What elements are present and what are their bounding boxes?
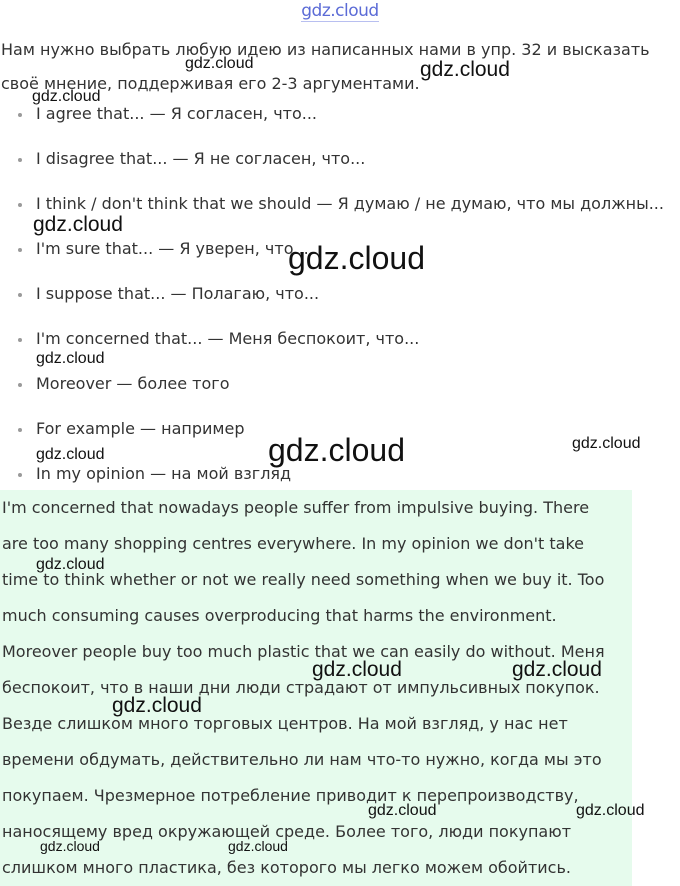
list-item bbox=[0, 233, 664, 278]
list-item bbox=[0, 368, 664, 413]
phrase-list bbox=[0, 98, 664, 503]
watermark: gdz.cloud bbox=[36, 556, 105, 573]
bullet-icon bbox=[18, 293, 22, 297]
watermark: gdz.cloud bbox=[185, 55, 254, 72]
watermark: gdz.cloud bbox=[572, 435, 641, 452]
bullet-icon bbox=[18, 473, 22, 477]
list-item bbox=[0, 188, 664, 233]
list-item bbox=[0, 98, 664, 143]
phrase-text: I disagree that... — Я не согласен, что... bbox=[36, 149, 366, 168]
answer-line: наносящему вред окружающей среде. Более того, люди покупают bbox=[2, 822, 572, 841]
watermark: gdz.cloud bbox=[36, 350, 105, 367]
answer-line: much consuming causes overproducing that harms the environment. bbox=[2, 606, 557, 625]
bullet-icon bbox=[18, 203, 22, 207]
bullet-icon bbox=[18, 338, 22, 342]
answer-line: time to think whether or not we really need something when we buy it. Too bbox=[2, 570, 605, 589]
phrase-text: For example — например bbox=[36, 419, 245, 438]
task-intro bbox=[1, 33, 679, 101]
phrase-text: I suppose that... — Полагаю, что... bbox=[36, 284, 320, 303]
answer-line: слишком много пластика, без которого мы легко можем обойтись. bbox=[2, 858, 571, 877]
watermark: gdz.cloud bbox=[32, 88, 101, 105]
site-logo-text[interactable]: gdz.cloud bbox=[301, 1, 379, 21]
phrase-text: I'm sure that... — Я уверен, что... bbox=[36, 239, 309, 258]
site-logo[interactable] bbox=[0, 1, 680, 21]
bullet-icon bbox=[18, 113, 22, 117]
list-item bbox=[0, 323, 664, 368]
answer-line: беспокоит, что в наши дни люди страдают от импульсивных покупок. bbox=[2, 678, 600, 697]
phrase-text: I agree that... — Я согласен, что... bbox=[36, 104, 318, 123]
watermark: gdz.cloud bbox=[512, 658, 602, 681]
answer-line: покупаем. Чрезмерное потребление приводит к перепроизводству, bbox=[2, 786, 579, 805]
answer-line: are too many shopping centres everywhere. In my opinion we don't take bbox=[2, 534, 585, 553]
phrase-text: In my opinion — на мой взгляд bbox=[36, 464, 292, 483]
bullet-icon bbox=[18, 428, 22, 432]
bullet-icon bbox=[18, 158, 22, 162]
bullet-icon bbox=[18, 383, 22, 387]
watermark: gdz.cloud bbox=[40, 838, 100, 854]
answer-line: времени обдумать, действительно ли нам что-то нужно, когда мы это bbox=[2, 750, 602, 769]
answer-text bbox=[0, 490, 632, 886]
list-item bbox=[0, 278, 664, 323]
list-item bbox=[0, 413, 664, 458]
watermark: gdz.cloud bbox=[312, 658, 402, 681]
watermark: gdz.cloud bbox=[112, 694, 202, 717]
phrase-text: I think / don't think that we should — Я думаю / не думаю, что мы должны... bbox=[36, 194, 664, 213]
watermark: gdz.cloud bbox=[228, 838, 288, 854]
watermark: gdz.cloud bbox=[420, 58, 510, 81]
watermark: gdz.cloud bbox=[576, 802, 645, 819]
answer-block bbox=[0, 490, 632, 886]
bullet-icon bbox=[18, 248, 22, 252]
answer-line: Moreover people buy too much plastic that we can easily do without. Меня bbox=[2, 642, 605, 661]
phrase-text: I'm concerned that... — Меня беспокоит, что... bbox=[36, 329, 420, 348]
list-item bbox=[0, 143, 664, 188]
watermark: gdz.cloud bbox=[268, 432, 405, 468]
watermark: gdz.cloud bbox=[288, 240, 425, 276]
watermark: gdz.cloud bbox=[368, 802, 437, 819]
answer-line: Везде слишком много торговых центров. На мой взгляд, у нас нет bbox=[2, 714, 568, 733]
intro-line: Нам нужно выбрать любую идею из написанных нами в упр. 32 и высказать bbox=[1, 40, 650, 59]
watermark: gdz.cloud bbox=[33, 213, 123, 236]
phrase-text: Moreover — более того bbox=[36, 374, 230, 393]
answer-line: I'm concerned that nowadays people suffer from impulsive buying. There bbox=[2, 498, 590, 517]
watermark: gdz.cloud bbox=[36, 446, 105, 463]
intro-line: своё мнение, поддерживая его 2-3 аргументами. bbox=[1, 74, 420, 93]
